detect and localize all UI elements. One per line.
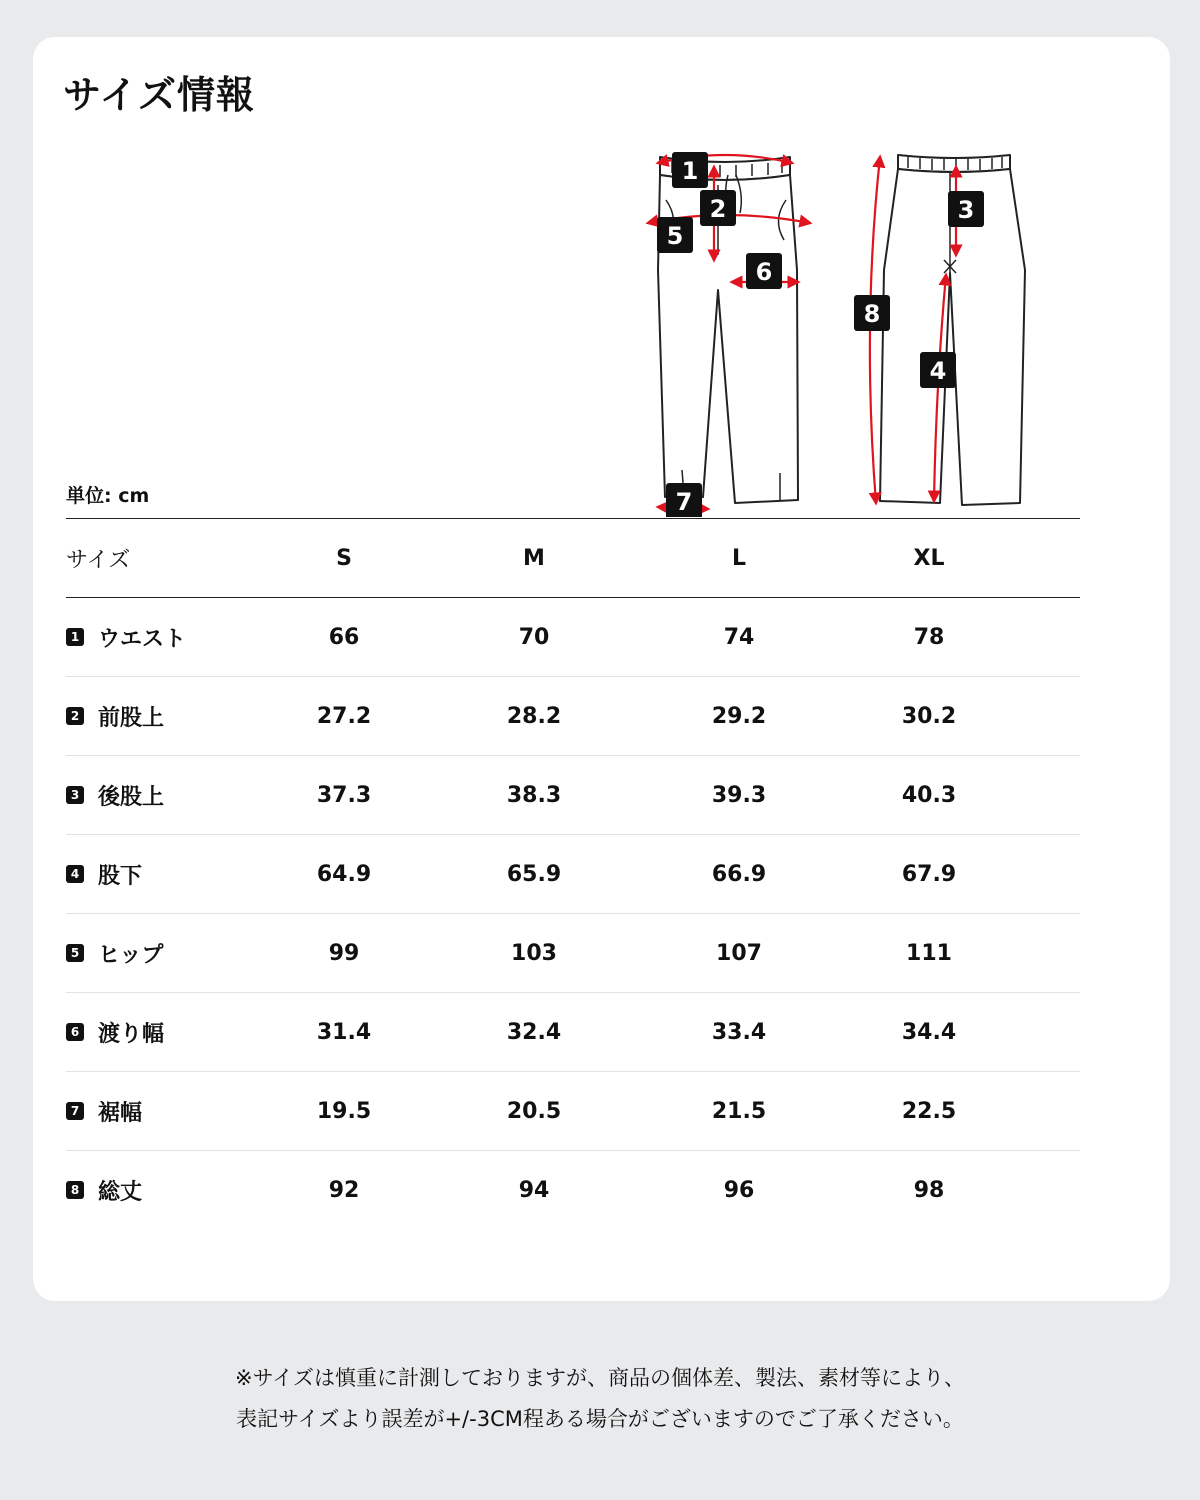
header-size-m: M bbox=[523, 545, 545, 571]
marker-5-label: 5 bbox=[666, 222, 684, 250]
row-value: 70 bbox=[518, 624, 550, 650]
table-row bbox=[66, 1151, 1080, 1229]
row-number-badge: 7 bbox=[66, 1102, 84, 1120]
row-label bbox=[66, 598, 186, 676]
row-value: 66.9 bbox=[711, 861, 767, 887]
row-label-text: 裾幅 bbox=[98, 1100, 143, 1126]
row-value: 32.4 bbox=[506, 1019, 562, 1045]
footnote-line-1: ※サイズは慎重に計測しておりますが、商品の個体差、製法、素材等により、 bbox=[235, 1366, 965, 1390]
row-value: 92 bbox=[328, 1177, 360, 1203]
row-value: 98 bbox=[913, 1177, 945, 1203]
row-label bbox=[66, 1072, 142, 1150]
row-value: 20.5 bbox=[506, 1098, 562, 1124]
header-size-l: L bbox=[731, 545, 747, 571]
row-value: 65.9 bbox=[506, 861, 562, 887]
marker-7 bbox=[666, 483, 702, 517]
row-value: 28.2 bbox=[506, 703, 562, 729]
row-number-badge: 5 bbox=[66, 944, 84, 962]
row-value: 34.4 bbox=[901, 1019, 957, 1045]
row-label-text: ヒップ bbox=[98, 942, 164, 968]
marker-3-label: 3 bbox=[957, 196, 975, 224]
row-value: 99 bbox=[328, 940, 360, 966]
row-value: 29.2 bbox=[711, 703, 767, 729]
row-label-text: ウエスト bbox=[98, 626, 187, 652]
footnote bbox=[0, 1358, 1200, 1440]
row-value: 67.9 bbox=[901, 861, 957, 887]
row-label-text: 前股上 bbox=[98, 705, 165, 731]
row-label bbox=[66, 1151, 142, 1229]
row-value: 33.4 bbox=[711, 1019, 767, 1045]
size-table bbox=[66, 518, 1080, 1229]
row-label bbox=[66, 914, 163, 992]
table-row bbox=[66, 677, 1080, 756]
row-label bbox=[66, 993, 164, 1071]
row-value: 64.9 bbox=[316, 861, 372, 887]
row-number-badge: 4 bbox=[66, 865, 84, 883]
marker-1 bbox=[672, 152, 708, 188]
marker-2 bbox=[700, 190, 736, 226]
header-size-s: S bbox=[336, 545, 352, 571]
row-value: 31.4 bbox=[316, 1019, 372, 1045]
row-number-badge: 3 bbox=[66, 786, 84, 804]
row-number-badge: 2 bbox=[66, 707, 84, 725]
row-value: 40.3 bbox=[901, 782, 957, 808]
marker-4 bbox=[920, 352, 956, 388]
table-row bbox=[66, 835, 1080, 914]
row-value: 21.5 bbox=[711, 1098, 767, 1124]
row-value: 27.2 bbox=[316, 703, 372, 729]
row-number-badge: 1 bbox=[66, 628, 84, 646]
row-label bbox=[66, 756, 164, 834]
row-label bbox=[66, 835, 142, 913]
table-body bbox=[66, 598, 1080, 1229]
marker-6-label: 6 bbox=[755, 258, 773, 286]
row-value: 111 bbox=[906, 940, 952, 966]
marker-7-label: 7 bbox=[675, 488, 693, 516]
row-value: 66 bbox=[328, 624, 360, 650]
row-value: 37.3 bbox=[316, 782, 372, 808]
table-row bbox=[66, 993, 1080, 1072]
row-value: 39.3 bbox=[711, 782, 767, 808]
row-value: 94 bbox=[518, 1177, 550, 1203]
marker-2-label: 2 bbox=[709, 195, 727, 223]
table-row bbox=[66, 914, 1080, 993]
row-value: 19.5 bbox=[316, 1098, 372, 1124]
row-label bbox=[66, 677, 164, 755]
row-value: 96 bbox=[723, 1177, 755, 1203]
marker-6 bbox=[746, 253, 782, 289]
row-value: 107 bbox=[716, 940, 762, 966]
unit-label: 単位: cm bbox=[66, 485, 150, 507]
marker-3 bbox=[948, 191, 984, 227]
page-title: サイズ情報 bbox=[63, 73, 255, 117]
table-row bbox=[66, 756, 1080, 835]
row-value: 22.5 bbox=[901, 1098, 957, 1124]
table-row bbox=[66, 1072, 1080, 1151]
header-size-label: サイズ bbox=[66, 547, 131, 573]
row-label-text: 後股上 bbox=[98, 784, 165, 810]
marker-5 bbox=[657, 217, 693, 253]
marker-8-label: 8 bbox=[863, 300, 881, 328]
row-label-text: 渡り幅 bbox=[98, 1021, 165, 1047]
row-value: 103 bbox=[511, 940, 557, 966]
row-value: 38.3 bbox=[506, 782, 562, 808]
header-size-xl: XL bbox=[913, 545, 945, 571]
table-row bbox=[66, 598, 1080, 677]
row-number-badge: 6 bbox=[66, 1023, 84, 1041]
row-label-text: 股下 bbox=[98, 863, 143, 889]
marker-4-label: 4 bbox=[929, 357, 947, 385]
marker-1-label: 1 bbox=[681, 157, 699, 185]
row-value: 78 bbox=[913, 624, 945, 650]
row-value: 30.2 bbox=[901, 703, 957, 729]
pants-measurement-diagram bbox=[600, 105, 1040, 517]
table-header-row bbox=[66, 519, 1080, 598]
row-value: 74 bbox=[723, 624, 755, 650]
footnote-line-2: 表記サイズより誤差が+/-3CM程ある場合がございますのでご了承ください。 bbox=[236, 1407, 964, 1431]
row-number-badge: 8 bbox=[66, 1181, 84, 1199]
row-label-text: 総丈 bbox=[98, 1179, 143, 1205]
marker-8 bbox=[854, 295, 890, 331]
